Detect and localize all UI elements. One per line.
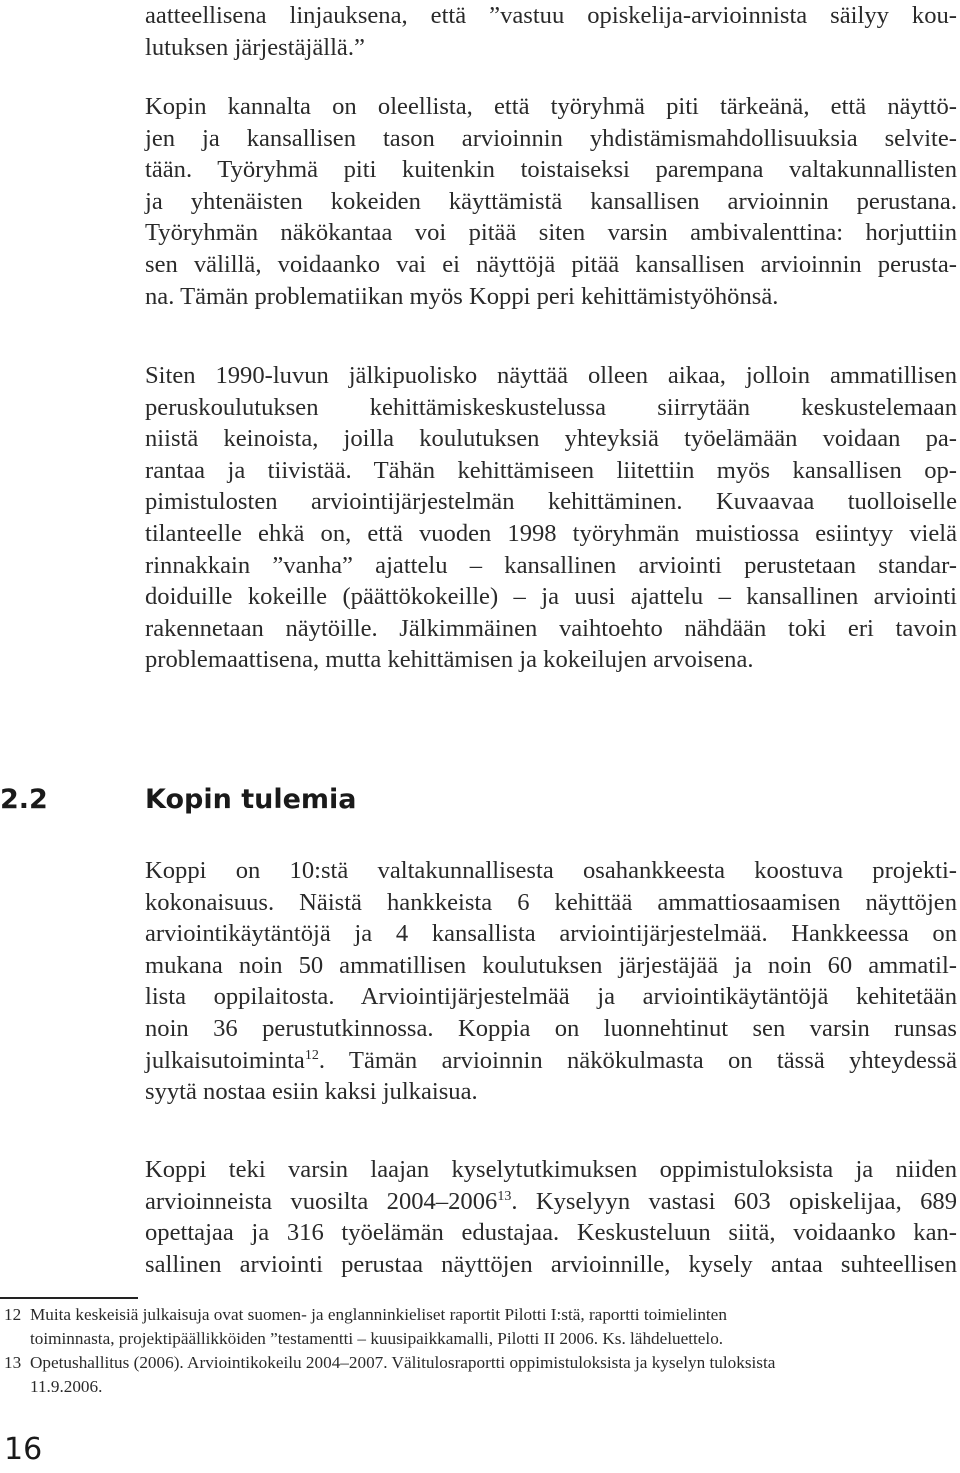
text-line: tään. Työryhmä piti kuitenkin toistaiseksi parempana valtakunnallisten: [145, 156, 957, 184]
text-line: sen välillä, voidaanko vai ei näyttöjä pitää kansallisen arvioinnin perusta-: [145, 250, 957, 278]
text-line: niistä keinoista, joilla koulutuksen yhteyksiä työelämään voidaan pa-: [145, 425, 957, 453]
text-line: jen ja kansallisen tason arvioinnin yhdistämismahdollisuuksia selvite-: [145, 124, 957, 152]
footnote-number: 13: [4, 1353, 22, 1372]
paragraph-3: [145, 360, 957, 676]
text-line: Työryhmän näkökantaa voi pitää siten varsin ambivalenttina: horjuttiin: [145, 219, 957, 247]
text-line: arviointikäytäntöjä ja 4 kansallista arviointijärjestelmää. Hankkeessa on: [145, 920, 957, 948]
footnote-ref-13[interactable]: 13: [497, 1188, 512, 1204]
footnote-separator: [0, 1297, 138, 1299]
text-line: rantaa ja tiivistää. Tähän kehittämiseen liitettiin myös kansallisen op-: [145, 456, 957, 484]
footnote-number: 12: [4, 1305, 22, 1324]
footnote-13: [4, 1351, 954, 1399]
text-segment: . Kyselyyn vastasi 603 opiskelijaa, 689: [511, 1187, 957, 1215]
footnote-text: Opetushallitus (2006). Arviointikokeilu 2004–2007. Välitulosraportti oppimistuloksista ja kyselyn tuloksista: [30, 1353, 776, 1372]
section-title: Kopin tulemia: [145, 784, 357, 815]
text-line: Siten 1990-luvun jälkipuolisko näyttää olleen aikaa, jolloin ammatillisen: [145, 362, 957, 389]
text-line: ja yhtenäisten kokeiden käyttämistä kansallisen arvioinnin perustana.: [145, 187, 957, 215]
text-line: syytä nostaa esiin kaksi julkaisua.: [145, 1078, 478, 1106]
text-segment: julkaisutoiminta: [145, 1046, 305, 1074]
footnotes: [4, 1303, 954, 1399]
paragraph-1: [145, 0, 957, 63]
text-segment: arvioinneista vuosilta 2004–2006: [145, 1187, 498, 1215]
section-number: 2.2: [0, 784, 48, 815]
text-line: lista oppilaitosta. Arviointijärjestelmää ja arviointikäytäntöjä kehitetään: [145, 983, 957, 1011]
text-line: na. Tämän problematiikan myös Koppi peri kehittämistyöhönsä.: [145, 282, 779, 310]
text-line: problemaattisena, mutta kehittämisen ja kokeilujen arvoisena.: [145, 646, 754, 674]
footnote-12: [4, 1303, 954, 1351]
paragraph-2: [145, 91, 957, 312]
text-line: noin 36 perustutkinnossa. Koppia on luonnehtinut sen varsin runsas: [145, 1014, 957, 1042]
text-line: rinnakkain ”vanha” ajattelu – kansallinen arviointi perustetaan standar-: [145, 551, 957, 579]
text-line: aatteellisena linjauksena, että ”vastuu opiskelija-arvioinnista säilyy kou-: [145, 2, 957, 29]
text-line: [145, 1186, 957, 1218]
text-line: peruskoulutuksen kehittämiskeskustelussa siirrytään keskustelemaan: [145, 393, 957, 421]
text-line: mukana noin 50 ammatillisen koulutuksen järjestäjää ja noin 60 ammatil-: [145, 951, 957, 979]
text-line: [145, 1045, 957, 1077]
footnote-text: Muita keskeisiä julkaisuja ovat suomen- ja englanninkieliset raportit Pilotti I:stä, raportti toimielinten: [30, 1305, 727, 1324]
paragraph-4: [145, 855, 957, 1108]
text-line: kokonaisuus. Näistä hankkeista 6 kehittää ammattiosaamisen näyttöjen: [145, 888, 957, 916]
paragraph-5: [145, 1154, 957, 1280]
text-line: sallinen arviointi perustaa näyttöjen arvioinnille, kysely antaa suhteellisen: [145, 1250, 957, 1278]
text-line: Koppi on 10:stä valtakunnallisesta osahankkeesta koostuva projekti-: [145, 857, 957, 884]
text-line: pimistulosten arviointijärjestelmän kehittäminen. Kuvaavaa tuolloiselle: [145, 488, 957, 516]
text-line: opettajaa ja 316 työelämän edustajaa. Keskusteluun siitä, voidaanko kan-: [145, 1219, 957, 1247]
text-line: Kopin kannalta on oleellista, että työryhmä piti tärkeänä, että näyttö-: [145, 93, 957, 120]
text-line: tilanteelle ehkä on, että vuoden 1998 työryhmän muistiossa esiintyy vielä: [145, 519, 957, 547]
text-segment: . Tämän arvioinnin näkökulmasta on tässä yhteydessä: [318, 1046, 957, 1074]
footnote-text: toiminnasta, projektipäällikköiden ”testamentti – kuusipaikkamalli, Pilotti II 2006. Ks. lähdeluettelo.: [30, 1329, 724, 1348]
text-line: Koppi teki varsin laajan kyselytutkimuksen oppimistuloksista ja niiden: [145, 1156, 957, 1183]
text-line: lutuksen järjestäjällä.”: [145, 33, 365, 61]
footnote-text: 11.9.2006.: [30, 1377, 103, 1396]
text-line: doiduille kokeille (päättökokeille) – ja uusi ajattelu – kansallinen arviointi: [145, 583, 957, 611]
footnote-ref-12[interactable]: 12: [304, 1047, 319, 1063]
text-line: rakennetaan näytöille. Jälkimmäinen vaihtoehto nähdään toki eri tavoin: [145, 614, 957, 642]
page-number: 16: [4, 1432, 43, 1467]
